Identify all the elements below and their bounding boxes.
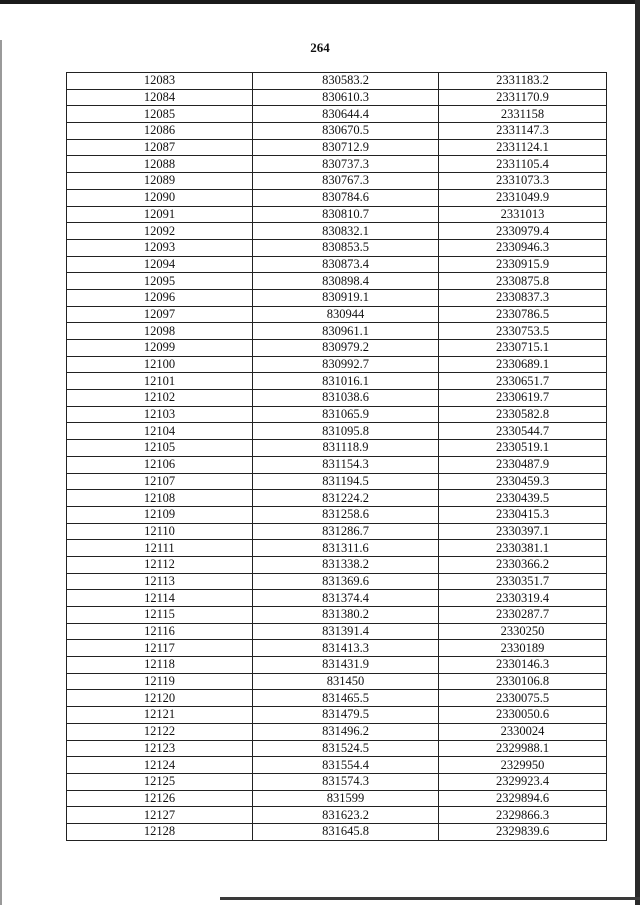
x-coordinate-cell: 830979.2: [253, 340, 439, 357]
y-coordinate-cell: 2330519.1: [439, 440, 607, 457]
x-coordinate-cell: 830583.2: [253, 73, 439, 90]
table-row: [67, 723, 607, 740]
x-coordinate-cell: 830832.1: [253, 223, 439, 240]
table-row: [67, 423, 607, 440]
y-coordinate-cell: 2330651.7: [439, 373, 607, 390]
y-coordinate-cell: 2330715.1: [439, 340, 607, 357]
y-coordinate-cell: 2331183.2: [439, 73, 607, 90]
y-coordinate-cell: 2330189: [439, 640, 607, 657]
y-coordinate-cell: 2329923.4: [439, 773, 607, 790]
table-row: [67, 156, 607, 173]
y-coordinate-cell: 2330250: [439, 623, 607, 640]
x-coordinate-cell: 831374.4: [253, 590, 439, 607]
y-coordinate-cell: 2330381.1: [439, 540, 607, 557]
point-number-cell: 12127: [67, 807, 253, 824]
point-number-cell: 12096: [67, 289, 253, 306]
y-coordinate-cell: 2330487.9: [439, 456, 607, 473]
x-coordinate-cell: 830810.7: [253, 206, 439, 223]
y-coordinate-cell: 2331049.9: [439, 189, 607, 206]
y-coordinate-cell: 2331158: [439, 106, 607, 123]
table-row: [67, 239, 607, 256]
table-row: [67, 323, 607, 340]
y-coordinate-cell: 2330915.9: [439, 256, 607, 273]
y-coordinate-cell: 2330287.7: [439, 607, 607, 624]
x-coordinate-cell: 830992.7: [253, 356, 439, 373]
table-row: [67, 406, 607, 423]
point-number-cell: 12117: [67, 640, 253, 657]
table-row: [67, 540, 607, 557]
x-coordinate-cell: 831574.3: [253, 773, 439, 790]
x-coordinate-cell: 831258.6: [253, 506, 439, 523]
y-coordinate-cell: 2331105.4: [439, 156, 607, 173]
y-coordinate-cell: 2330946.3: [439, 239, 607, 256]
y-coordinate-cell: 2331170.9: [439, 89, 607, 106]
point-number-cell: 12107: [67, 473, 253, 490]
x-coordinate-cell: 831038.6: [253, 390, 439, 407]
point-number-cell: 12126: [67, 790, 253, 807]
x-coordinate-cell: 831623.2: [253, 807, 439, 824]
point-number-cell: 12088: [67, 156, 253, 173]
x-coordinate-cell: 830644.4: [253, 106, 439, 123]
x-coordinate-cell: 831338.2: [253, 556, 439, 573]
x-coordinate-cell: 831154.3: [253, 456, 439, 473]
x-coordinate-cell: 831380.2: [253, 607, 439, 624]
x-coordinate-cell: 830737.3: [253, 156, 439, 173]
table-row: [67, 206, 607, 223]
table-row: [67, 807, 607, 824]
x-coordinate-cell: 831450: [253, 673, 439, 690]
y-coordinate-cell: 2330024: [439, 723, 607, 740]
point-number-cell: 12110: [67, 523, 253, 540]
y-coordinate-cell: 2330319.4: [439, 590, 607, 607]
scan-border-bottom: [220, 897, 640, 900]
x-coordinate-cell: 830961.1: [253, 323, 439, 340]
point-number-cell: 12106: [67, 456, 253, 473]
x-coordinate-cell: 830944: [253, 306, 439, 323]
table-row: [67, 139, 607, 156]
coordinates-table-body: [67, 73, 607, 841]
x-coordinate-cell: 831369.6: [253, 573, 439, 590]
point-number-cell: 12118: [67, 657, 253, 674]
table-row: [67, 390, 607, 407]
scan-border-right: [635, 0, 640, 905]
y-coordinate-cell: 2330146.3: [439, 657, 607, 674]
point-number-cell: 12099: [67, 340, 253, 357]
table-row: [67, 657, 607, 674]
point-number-cell: 12083: [67, 73, 253, 90]
point-number-cell: 12115: [67, 607, 253, 624]
y-coordinate-cell: 2330786.5: [439, 306, 607, 323]
x-coordinate-cell: 831431.9: [253, 657, 439, 674]
table-row: [67, 373, 607, 390]
point-number-cell: 12124: [67, 757, 253, 774]
x-coordinate-cell: 831479.5: [253, 707, 439, 724]
point-number-cell: 12113: [67, 573, 253, 590]
point-number-cell: 12123: [67, 740, 253, 757]
y-coordinate-cell: 2331073.3: [439, 173, 607, 190]
point-number-cell: 12087: [67, 139, 253, 156]
table-row: [67, 223, 607, 240]
table-row: [67, 740, 607, 757]
point-number-cell: 12090: [67, 189, 253, 206]
x-coordinate-cell: 830767.3: [253, 173, 439, 190]
table-row: [67, 256, 607, 273]
point-number-cell: 12093: [67, 239, 253, 256]
point-number-cell: 12094: [67, 256, 253, 273]
y-coordinate-cell: 2331147.3: [439, 123, 607, 140]
x-coordinate-cell: 831645.8: [253, 823, 439, 840]
x-coordinate-cell: 830853.5: [253, 239, 439, 256]
table-row: [67, 506, 607, 523]
coordinates-table: [66, 72, 607, 841]
x-coordinate-cell: 831224.2: [253, 490, 439, 507]
table-row: [67, 306, 607, 323]
table-row: [67, 273, 607, 290]
table-row: [67, 573, 607, 590]
point-number-cell: 12109: [67, 506, 253, 523]
table-row: [67, 707, 607, 724]
x-coordinate-cell: 831286.7: [253, 523, 439, 540]
y-coordinate-cell: 2330837.3: [439, 289, 607, 306]
y-coordinate-cell: 2329839.6: [439, 823, 607, 840]
table-row: [67, 73, 607, 90]
point-number-cell: 12102: [67, 390, 253, 407]
point-number-cell: 12120: [67, 690, 253, 707]
table-row: [67, 89, 607, 106]
y-coordinate-cell: 2329950: [439, 757, 607, 774]
y-coordinate-cell: 2330753.5: [439, 323, 607, 340]
x-coordinate-cell: 831554.4: [253, 757, 439, 774]
point-number-cell: 12112: [67, 556, 253, 573]
x-coordinate-cell: 830670.5: [253, 123, 439, 140]
y-coordinate-cell: 2329894.6: [439, 790, 607, 807]
y-coordinate-cell: 2329988.1: [439, 740, 607, 757]
x-coordinate-cell: 831095.8: [253, 423, 439, 440]
x-coordinate-cell: 831413.3: [253, 640, 439, 657]
table-row: [67, 456, 607, 473]
point-number-cell: 12086: [67, 123, 253, 140]
table-row: [67, 189, 607, 206]
point-number-cell: 12098: [67, 323, 253, 340]
y-coordinate-cell: 2330544.7: [439, 423, 607, 440]
y-coordinate-cell: 2330875.8: [439, 273, 607, 290]
x-coordinate-cell: 831599: [253, 790, 439, 807]
y-coordinate-cell: 2330351.7: [439, 573, 607, 590]
table-row: [67, 640, 607, 657]
point-number-cell: 12085: [67, 106, 253, 123]
x-coordinate-cell: 831311.6: [253, 540, 439, 557]
point-number-cell: 12121: [67, 707, 253, 724]
point-number-cell: 12125: [67, 773, 253, 790]
point-number-cell: 12089: [67, 173, 253, 190]
point-number-cell: 12108: [67, 490, 253, 507]
y-coordinate-cell: 2330582.8: [439, 406, 607, 423]
x-coordinate-cell: 830712.9: [253, 139, 439, 156]
table-row: [67, 590, 607, 607]
table-row: [67, 123, 607, 140]
y-coordinate-cell: 2330106.8: [439, 673, 607, 690]
table-row: [67, 757, 607, 774]
scan-border-top: [0, 0, 640, 4]
x-coordinate-cell: 831465.5: [253, 690, 439, 707]
point-number-cell: 12119: [67, 673, 253, 690]
x-coordinate-cell: 830919.1: [253, 289, 439, 306]
point-number-cell: 12122: [67, 723, 253, 740]
table-row: [67, 673, 607, 690]
x-coordinate-cell: 830898.4: [253, 273, 439, 290]
x-coordinate-cell: 831524.5: [253, 740, 439, 757]
y-coordinate-cell: 2330979.4: [439, 223, 607, 240]
table-row: [67, 690, 607, 707]
table-row: [67, 607, 607, 624]
point-number-cell: 12116: [67, 623, 253, 640]
table-row: [67, 106, 607, 123]
y-coordinate-cell: 2330439.5: [439, 490, 607, 507]
y-coordinate-cell: 2330415.3: [439, 506, 607, 523]
x-coordinate-cell: 830784.6: [253, 189, 439, 206]
point-number-cell: 12091: [67, 206, 253, 223]
point-number-cell: 12105: [67, 440, 253, 457]
y-coordinate-cell: 2330050.6: [439, 707, 607, 724]
table-row: [67, 356, 607, 373]
point-number-cell: 12103: [67, 406, 253, 423]
table-row: [67, 790, 607, 807]
table-row: [67, 623, 607, 640]
table-row: [67, 289, 607, 306]
point-number-cell: 12100: [67, 356, 253, 373]
y-coordinate-cell: 2330397.1: [439, 523, 607, 540]
x-coordinate-cell: 830610.3: [253, 89, 439, 106]
x-coordinate-cell: 831194.5: [253, 473, 439, 490]
point-number-cell: 12114: [67, 590, 253, 607]
point-number-cell: 12104: [67, 423, 253, 440]
x-coordinate-cell: 831016.1: [253, 373, 439, 390]
y-coordinate-cell: 2329866.3: [439, 807, 607, 824]
y-coordinate-cell: 2330459.3: [439, 473, 607, 490]
point-number-cell: 12128: [67, 823, 253, 840]
table-row: [67, 490, 607, 507]
point-number-cell: 12101: [67, 373, 253, 390]
point-number-cell: 12097: [67, 306, 253, 323]
y-coordinate-cell: 2331124.1: [439, 139, 607, 156]
table-row: [67, 773, 607, 790]
x-coordinate-cell: 831496.2: [253, 723, 439, 740]
table-row: [67, 473, 607, 490]
x-coordinate-cell: 830873.4: [253, 256, 439, 273]
point-number-cell: 12095: [67, 273, 253, 290]
scan-border-left: [0, 40, 2, 905]
x-coordinate-cell: 831118.9: [253, 440, 439, 457]
point-number-cell: 12092: [67, 223, 253, 240]
table-row: [67, 173, 607, 190]
point-number-cell: 12111: [67, 540, 253, 557]
table-row: [67, 340, 607, 357]
y-coordinate-cell: 2331013: [439, 206, 607, 223]
y-coordinate-cell: 2330366.2: [439, 556, 607, 573]
table-row: [67, 556, 607, 573]
y-coordinate-cell: 2330689.1: [439, 356, 607, 373]
y-coordinate-cell: 2330619.7: [439, 390, 607, 407]
x-coordinate-cell: 831065.9: [253, 406, 439, 423]
point-number-cell: 12084: [67, 89, 253, 106]
y-coordinate-cell: 2330075.5: [439, 690, 607, 707]
table-row: [67, 523, 607, 540]
table-row: [67, 823, 607, 840]
table-row: [67, 440, 607, 457]
x-coordinate-cell: 831391.4: [253, 623, 439, 640]
page-number: 264: [310, 40, 330, 55]
